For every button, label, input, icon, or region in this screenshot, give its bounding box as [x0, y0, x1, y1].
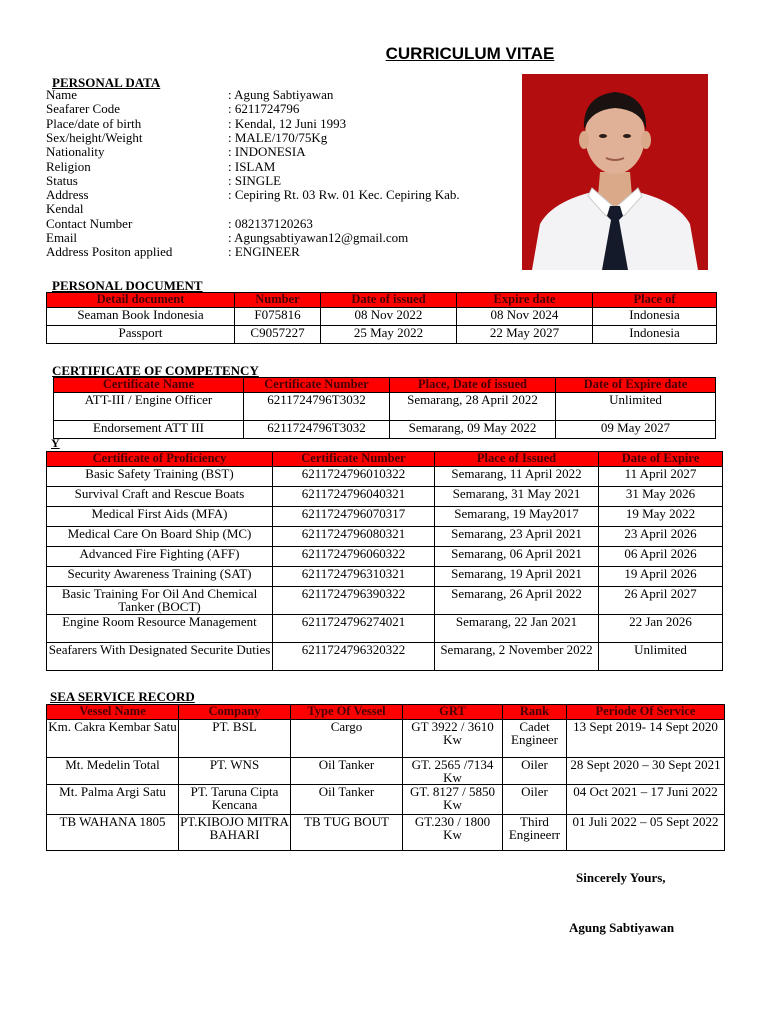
column-header: Periode Of Service — [567, 705, 725, 720]
table-cell: TB WAHANA 1805 — [47, 815, 179, 851]
field-value: : Agung Sabtiyawan — [228, 87, 334, 102]
table-cell: Mt. Medelin Total — [47, 758, 179, 785]
field-value: : Cepiring Rt. 03 Rw. 01 Kec. Cepiring Kab. — [228, 187, 460, 203]
table-cell: 19 April 2026 — [599, 567, 723, 587]
table-cell: Semarang, 2 November 2022 — [435, 643, 599, 671]
field-value: : MALE/170/75Kg — [228, 129, 328, 145]
table-cell: Semarang, 09 May 2022 — [390, 421, 556, 439]
table-cell: 6211724796060322 — [273, 547, 435, 567]
table-row — [47, 567, 723, 587]
table-cell: Mt. Palma Argi Satu — [47, 785, 179, 815]
column-header: Place, Date of issued — [390, 378, 556, 393]
table-cell: Engine Room Resource Management — [47, 615, 273, 643]
table-cell: Semarang, 22 Jan 2021 — [435, 615, 599, 643]
table-cell: Semarang, 28 April 2022 — [390, 393, 556, 421]
column-header: Certificate Number — [244, 378, 390, 393]
field-label: Email — [46, 230, 78, 245]
field-value: : ENGINEER — [228, 244, 300, 260]
table-cell: TB TUG BOUT — [291, 815, 403, 851]
field-label: Religion — [46, 158, 91, 174]
table-cell: Medical Care On Board Ship (MC) — [47, 527, 273, 547]
table-cell: Endorsement ATT III — [54, 421, 244, 439]
table-cell: PT. WNS — [179, 758, 291, 785]
page-title: CURRICULUM VITAE — [385, 44, 555, 63]
table-row — [47, 758, 725, 785]
field-label: Contact Number — [46, 215, 133, 231]
table-row — [47, 615, 723, 643]
column-header: Rank — [503, 705, 567, 720]
table-cell: 6211724796320322 — [273, 643, 435, 671]
column-header: Date of issued — [321, 293, 457, 308]
competency-heading: CERTIFICATE OF COMPETENCY — [52, 363, 259, 378]
column-header: Certificate Number — [273, 452, 435, 467]
table-cell: Cargo — [291, 720, 403, 758]
table-cell: 22 May 2027 — [457, 326, 593, 344]
table-cell: Oil Tanker — [291, 785, 403, 815]
field-label: Address Positon applied — [46, 244, 173, 260]
table-cell: Semarang, 26 April 2022 — [435, 587, 599, 615]
table-body — [47, 467, 723, 671]
table-cell: 31 May 2026 — [599, 487, 723, 507]
table-row — [54, 421, 716, 439]
table-cell: 06 April 2026 — [599, 547, 723, 567]
table-row — [47, 587, 723, 615]
column-header: Number — [235, 293, 321, 308]
table-cell: Oiler — [503, 758, 567, 785]
table-cell: Cadet Engineer — [503, 720, 567, 758]
table-row — [54, 393, 716, 421]
table-row — [47, 326, 717, 344]
table-cell: GT. 8127 / 5850 Kw — [403, 785, 503, 815]
table-row — [47, 308, 717, 326]
table-header-row — [54, 378, 716, 393]
table-body — [47, 720, 725, 851]
table-cell: 08 Nov 2022 — [321, 308, 457, 326]
column-header: Detail document — [47, 293, 235, 308]
stray-character: Y — [51, 436, 60, 450]
table-cell: 01 Juli 2022 – 05 Sept 2022 — [567, 815, 725, 851]
table-row — [47, 527, 723, 547]
table-header-row — [47, 293, 717, 308]
table-cell: 6211724796T3032 — [244, 421, 390, 439]
table-cell: Semarang, 19 May2017 — [435, 507, 599, 527]
table-row — [47, 643, 723, 671]
table-cell: Basic Training For Oil And Chemical Tanker (BOCT) — [47, 587, 273, 615]
field-label: Status — [46, 172, 78, 188]
profile-photo — [522, 74, 708, 270]
competency-table — [53, 377, 716, 439]
column-header: Certificate of Proficiency — [47, 452, 273, 467]
table-cell: Oil Tanker — [291, 758, 403, 785]
sea-service-heading: SEA SERVICE RECORD — [50, 689, 195, 704]
personal-data-heading: PERSONAL DATA — [52, 75, 161, 90]
table-body — [47, 308, 717, 344]
table-row — [47, 547, 723, 567]
proficiency-table — [46, 451, 723, 671]
table-row — [47, 467, 723, 487]
field-value: : INDONESIA — [228, 144, 306, 160]
table-cell: Unlimited — [556, 393, 716, 421]
table-cell: 6211724796010322 — [273, 467, 435, 487]
field-value: : 082137120263 — [228, 215, 313, 231]
table-cell: ATT-III / Engine Officer — [54, 393, 244, 421]
table-cell: Semarang, 11 April 2022 — [435, 467, 599, 487]
personal-document-table — [46, 292, 717, 344]
table-cell: 6211724796T3032 — [244, 393, 390, 421]
table-cell: Advanced Fire Fighting (AFF) — [47, 547, 273, 567]
field-label: Place/date of birth — [46, 115, 142, 131]
table-cell: 19 May 2022 — [599, 507, 723, 527]
table-cell: Survival Craft and Rescue Boats — [47, 487, 273, 507]
table-row — [47, 507, 723, 527]
table-cell: 6211724796390322 — [273, 587, 435, 615]
table-cell: Km. Cakra Kembar Satu — [47, 720, 179, 758]
table-cell: Security Awareness Training (SAT) — [47, 567, 273, 587]
field-label: Sex/height/Weight — [46, 129, 143, 145]
field-value: : 6211724796 — [228, 101, 300, 117]
person-portrait-icon — [522, 74, 708, 270]
field-label: Address — [46, 187, 89, 203]
table-cell: Indonesia — [593, 326, 717, 344]
column-header: Company — [179, 705, 291, 720]
table-row — [47, 487, 723, 507]
table-cell: 6211724796310321 — [273, 567, 435, 587]
field-label: Seafarer Code — [46, 101, 120, 117]
field-value: : Kendal, 12 Juni 1993 — [228, 115, 347, 131]
table-cell: 26 April 2027 — [599, 587, 723, 615]
table-cell: 22 Jan 2026 — [599, 615, 723, 643]
table-cell: Basic Safety Training (BST) — [47, 467, 273, 487]
table-cell: PT.KIBOJO MITRA BAHARI — [179, 815, 291, 851]
table-row — [47, 785, 725, 815]
table-cell: Seaman Book Indonesia — [47, 308, 235, 326]
column-header: Date of Expire date — [556, 378, 716, 393]
table-body — [54, 393, 716, 439]
table-cell: Indonesia — [593, 308, 717, 326]
table-cell: 28 Sept 2020 – 30 Sept 2021 — [567, 758, 725, 785]
table-cell: 6211724796080321 — [273, 527, 435, 547]
column-header: Type Of Vessel — [291, 705, 403, 720]
table-cell: Passport — [47, 326, 235, 344]
column-header: Place of — [593, 293, 717, 308]
table-cell: 11 April 2027 — [599, 467, 723, 487]
table-cell: Unlimited — [599, 643, 723, 671]
table-cell: 04 Oct 2021 – 17 Juni 2022 — [567, 785, 725, 815]
table-cell: 08 Nov 2024 — [457, 308, 593, 326]
column-header: Expire date — [457, 293, 593, 308]
field-value: : Agungsabtiyawan12@gmail.com — [228, 230, 409, 245]
table-cell: 6211724796274021 — [273, 615, 435, 643]
column-header: Place of Issued — [435, 452, 599, 467]
column-header: Vessel Name — [47, 705, 179, 720]
signatory-name: Agung Sabtiyawan — [569, 920, 675, 935]
field-value: : SINGLE — [228, 172, 282, 188]
table-header-row — [47, 452, 723, 467]
table-cell: Oiler — [503, 785, 567, 815]
table-row — [47, 720, 725, 758]
column-header: Certificate Name — [54, 378, 244, 393]
column-header: Date of Expire — [599, 452, 723, 467]
table-cell: Semarang, 31 May 2021 — [435, 487, 599, 507]
table-cell: 09 May 2027 — [556, 421, 716, 439]
table-cell: 23 April 2026 — [599, 527, 723, 547]
table-cell: Third Engineerr — [503, 815, 567, 851]
table-cell: Semarang, 06 April 2021 — [435, 547, 599, 567]
table-cell: PT. Taruna Cipta Kencana — [179, 785, 291, 815]
table-cell: GT. 2565 /7134 Kw — [403, 758, 503, 785]
table-cell: 6211724796040321 — [273, 487, 435, 507]
table-cell: PT. BSL — [179, 720, 291, 758]
table-cell: GT 3922 / 3610 Kw — [403, 720, 503, 758]
table-cell: 6211724796070317 — [273, 507, 435, 527]
closing-salutation: Sincerely Yours, — [576, 870, 666, 885]
table-cell: GT.230 / 1800 Kw — [403, 815, 503, 851]
field-label: Name — [46, 87, 78, 102]
field-value: : ISLAM — [228, 158, 276, 174]
table-row — [47, 815, 725, 851]
table-cell: F075816 — [235, 308, 321, 326]
table-cell: Seafarers With Designated Securite Duties — [47, 643, 273, 671]
table-header-row — [47, 705, 725, 720]
table-cell: Semarang, 23 April 2021 — [435, 527, 599, 547]
table-cell: C9057227 — [235, 326, 321, 344]
field-label: Nationality — [46, 144, 105, 160]
field-label: Kendal — [46, 201, 84, 217]
table-cell: Medical First Aids (MFA) — [47, 507, 273, 527]
table-cell: 13 Sept 2019- 14 Sept 2020 — [567, 720, 725, 758]
personal-document-heading: PERSONAL DOCUMENT — [52, 278, 203, 293]
column-header: GRT — [403, 705, 503, 720]
table-cell: 25 May 2022 — [321, 326, 457, 344]
table-cell: Semarang, 19 April 2021 — [435, 567, 599, 587]
sea-service-table — [46, 704, 725, 851]
